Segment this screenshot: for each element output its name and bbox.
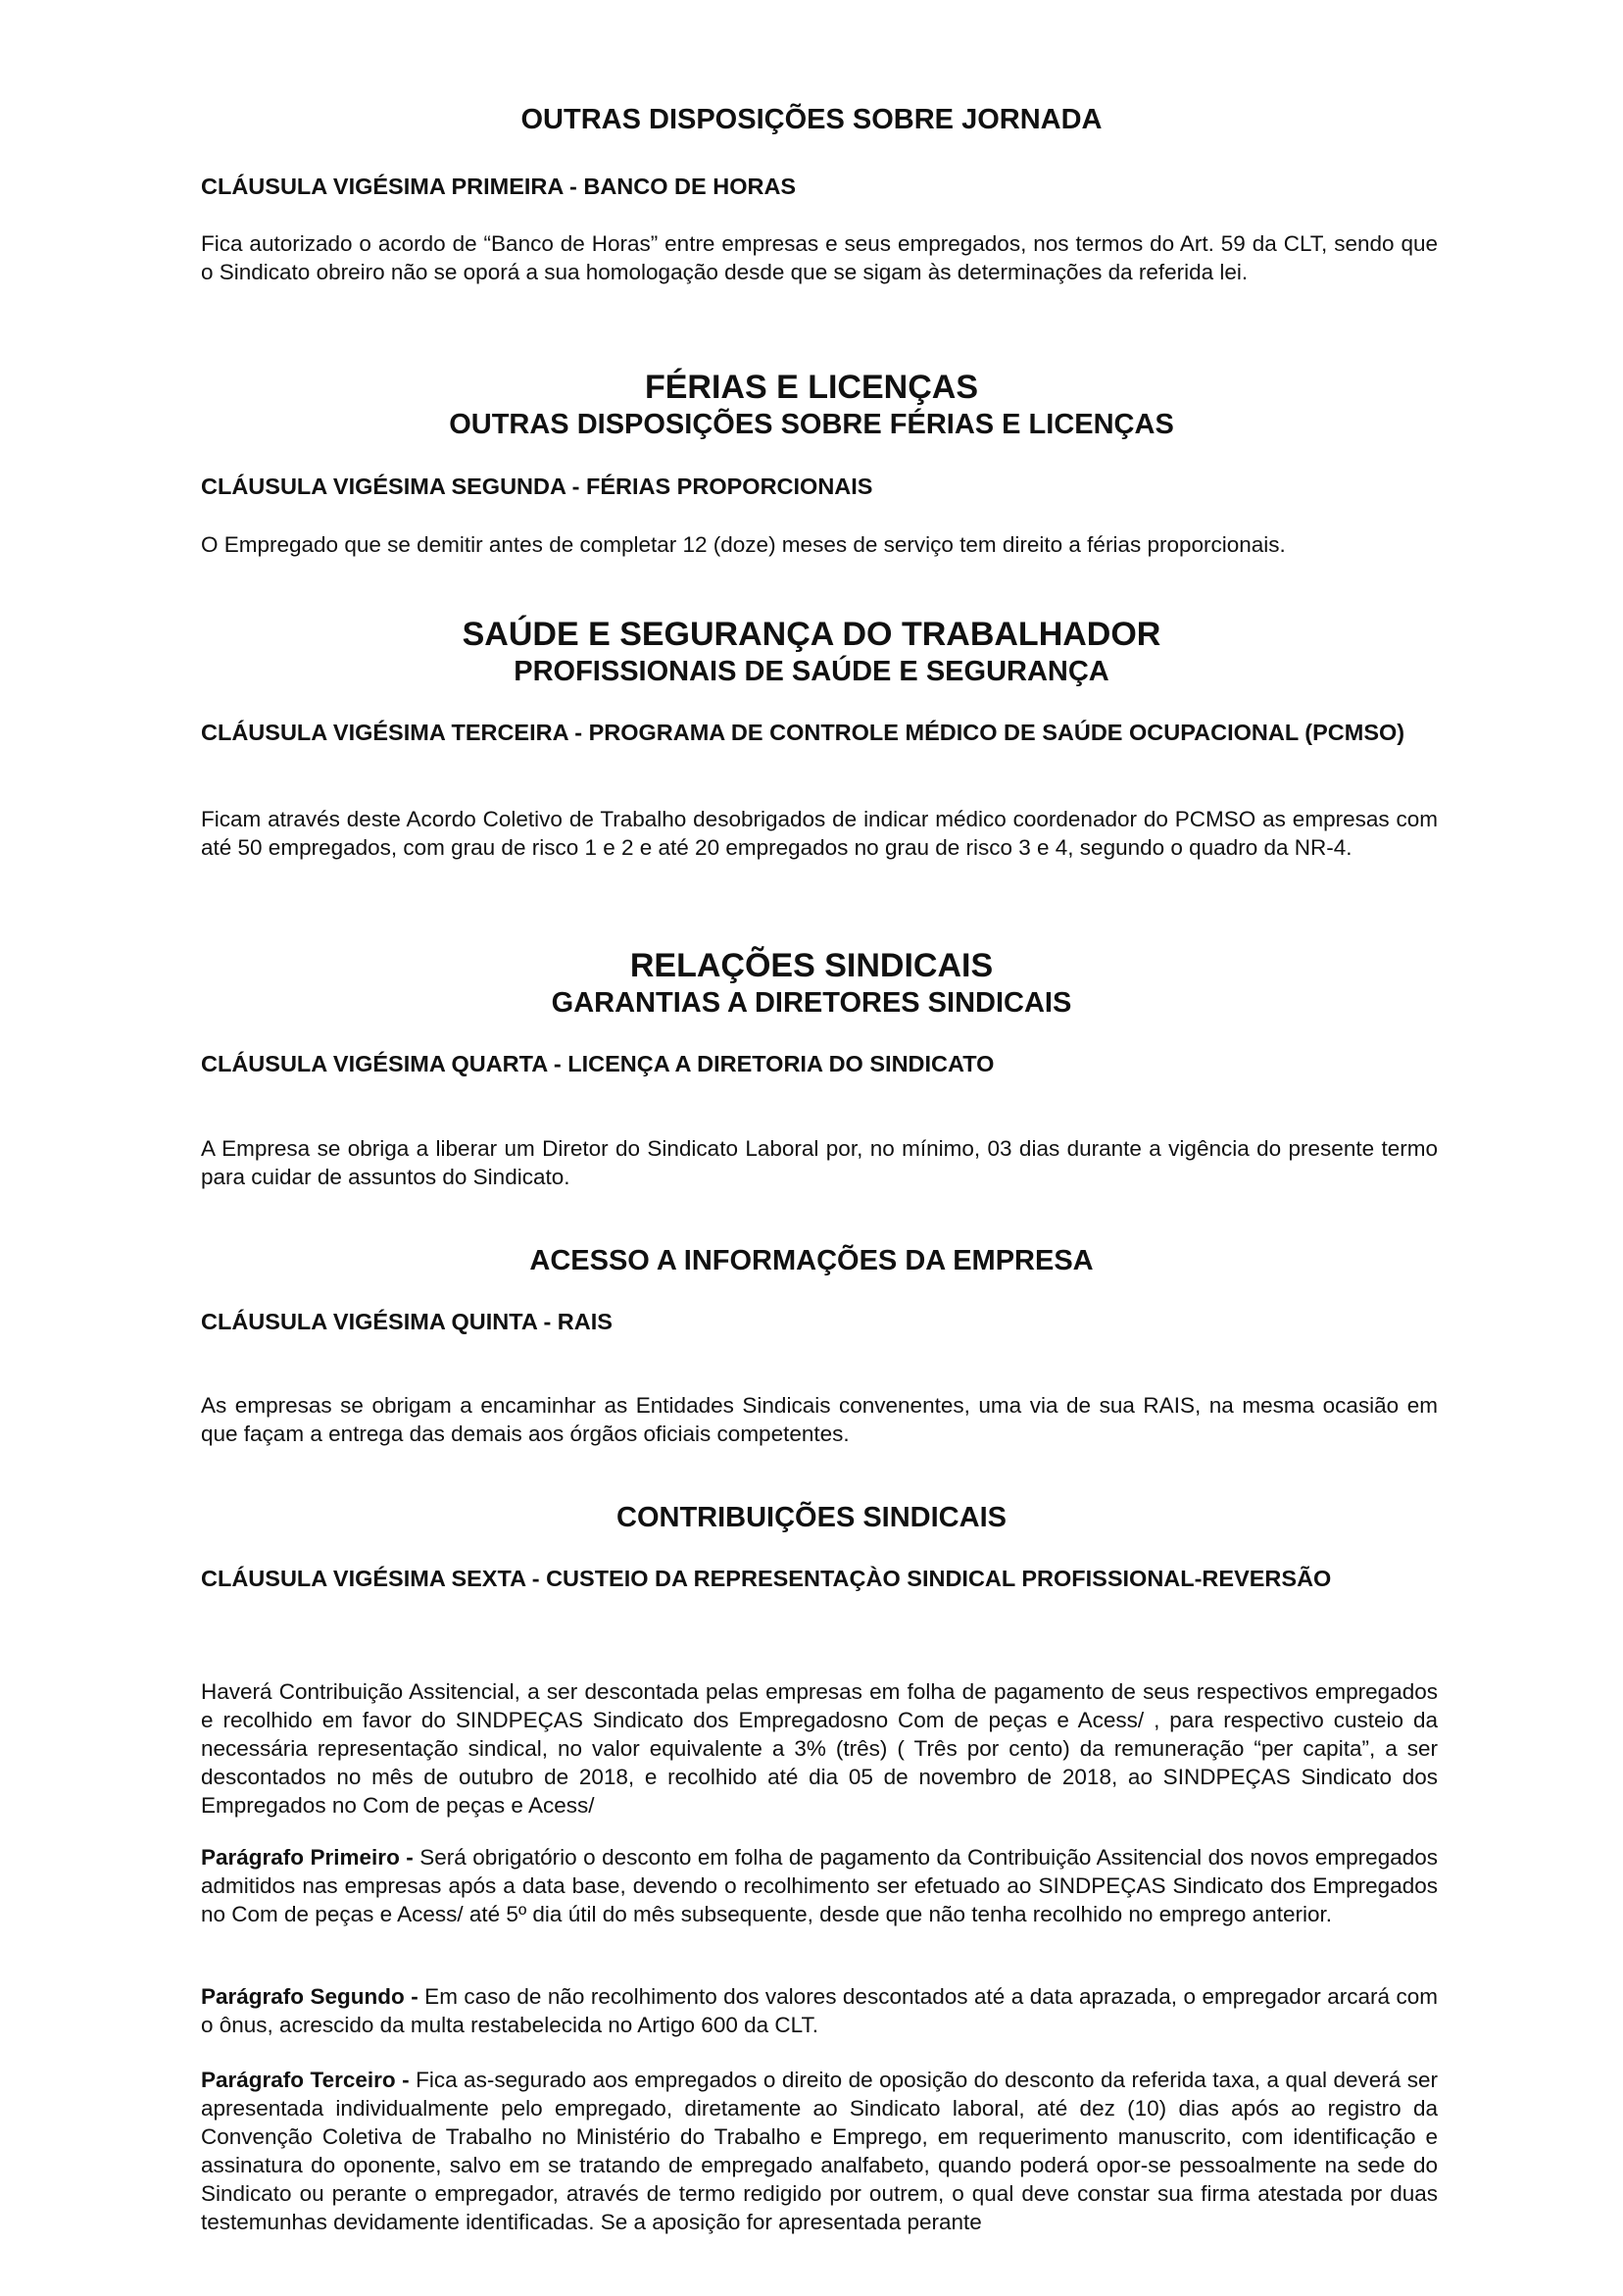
clause-heading-24: CLÁUSULA VIGÉSIMA QUARTA - LICENÇA A DIRETORIA DO SINDICATO (201, 1051, 995, 1076)
paragraph-segundo (201, 1982, 1438, 2039)
clause-heading-23: CLÁUSULA VIGÉSIMA TERCEIRA - PROGRAMA DE CONTROLE MÉDICO DE SAÚDE OCUPACIONAL (PCMSO) (201, 720, 1405, 745)
clause-heading-22: CLÁUSULA VIGÉSIMA SEGUNDA - FÉRIAS PROPORCIONAIS (201, 474, 873, 499)
paragraph-terceiro-lead: Parágrafo Terceiro - (201, 2068, 410, 2092)
section-subtitle-acesso: ACESSO A INFORMAÇÕES DA EMPRESA (529, 1245, 1094, 1276)
clause-text-23: Ficam através deste Acordo Coletivo de Trabalho desobrigados de indicar médico coordenador do PCMSO as empresas com até 50 empregados, com grau de risco 1 e 2 e até 20 empregados no grau de risco 3 e 4, segundo o quadro da NR-4. (201, 807, 1438, 860)
section-subtitle-relacoes: GARANTIAS A DIRETORES SINDICAIS (551, 987, 1072, 1019)
paragraph-segundo-text: Em caso de não recolhimento dos valores descontados até a data aprazada, o empregador arcará com o ônus, acrescido da multa restabelecida no Artigo 600 da CLT. (201, 1984, 1439, 2037)
section-title-ferias: FÉRIAS E LICENÇAS (644, 369, 979, 406)
section-subtitle-jornada: OUTRAS DISPOSIÇÕES SOBRE JORNADA (520, 104, 1103, 135)
section-title-saude: SAÚDE E SEGURANÇA DO TRABALHADOR (462, 616, 1161, 653)
paragraph-primeiro (201, 1843, 1438, 1928)
paragraph-terceiro (201, 2066, 1438, 2236)
section-subtitle-saude: PROFISSIONAIS DE SAÚDE E SEGURANÇA (514, 656, 1109, 687)
paragraph-terceiro-text: Fica as-segurado aos empregados o direito de oposição do desconto da referida taxa, a qual deverá ser apresentada individualmente pelo empregado, diretamente ao Sindicato laboral, até dez (10) dias após ao registro da Convenção Coletiva de Trabalho no Ministério do Trabalho e Emprego, em requerimento manuscrito, com identificação e assinatura do oponente, salvo em se tratando de empregado analfabeto, quando poderá opor-se pessoalmente na sede do Sindicato ou perante o empregador, através de termo redigido por outrem, o qual deve constar sua firma atestada por duas testemunhas devidamente identificadas. Se a aposição for apresentada perante (201, 2068, 1438, 2234)
clause-text-26: Haverá Contribuição Assitencial, a ser descontada pelas empresas em folha de pagamento de seus respectivos empregados e recolhido em favor do SINDPEÇAS Sindicato dos Empregadosno Com de peças e Acess/ , para respectivo custeio da necessária representação sindical, no valor equivalente a 3% (três) ( Três por cento) da remuneração “per capita”, a ser descontados no mês de outubro de 2018, e recolhido até dia 05 de novembro de 2018, ao SINDPEÇAS Sindicato dos Empregados no Com de peças e Acess/ (201, 1679, 1438, 1818)
section-title-relacoes: RELAÇÕES SINDICAIS (629, 947, 994, 984)
clause-heading-21: CLÁUSULA VIGÉSIMA PRIMEIRA - BANCO DE HORAS (201, 174, 797, 199)
section-subtitle-contribuicoes: CONTRIBUIÇÕES SINDICAIS (616, 1502, 1007, 1533)
paragraph-primeiro-lead: Parágrafo Primeiro - (201, 1845, 414, 1870)
clause-text-24: A Empresa se obriga a liberar um Diretor do Sindicato Laboral por, no mínimo, 03 dias durante a vigência do presente termo para cuidar de assuntos do Sindicato. (201, 1136, 1438, 1189)
paragraph-primeiro-text: Será obrigatório o desconto em folha de pagamento da Contribuição Assitencial dos novos empregados admitidos nas empresas após a data base, devendo o recolhimento ser efetuado ao SINDPEÇAS Sindicato dos Empregados no Com de peças e Acess/ até 5º dia útil do mês subsequente, desde que não tenha recolhido no emprego anterior. (201, 1845, 1438, 1926)
section-subtitle-ferias: OUTRAS DISPOSIÇÕES SOBRE FÉRIAS E LICENÇAS (449, 409, 1174, 440)
clause-text-25: As empresas se obrigam a encaminhar as Entidades Sindicais convenentes, uma via de sua RAIS, na mesma ocasião em que façam a entrega das demais aos órgãos oficiais competentes. (201, 1393, 1438, 1446)
clause-heading-25: CLÁUSULA VIGÉSIMA QUINTA - RAIS (201, 1309, 613, 1334)
clause-text-22: O Empregado que se demitir antes de completar 12 (doze) meses de serviço tem direito a férias proporcionais. (201, 532, 1286, 557)
clause-heading-26: CLÁUSULA VIGÉSIMA SEXTA - CUSTEIO DA REPRESENTAÇÀO SINDICAL PROFISSIONAL-REVERSÃO (201, 1566, 1332, 1591)
paragraph-segundo-lead: Parágrafo Segundo - (201, 1984, 418, 2009)
clause-text-21: Fica autorizado o acordo de “Banco de Horas” entre empresas e seus empregados, nos termos do Art. 59 da CLT, sendo que o Sindicato obreiro não se oporá a sua homologação desde que se sigam às determinações da referida lei. (201, 231, 1438, 284)
